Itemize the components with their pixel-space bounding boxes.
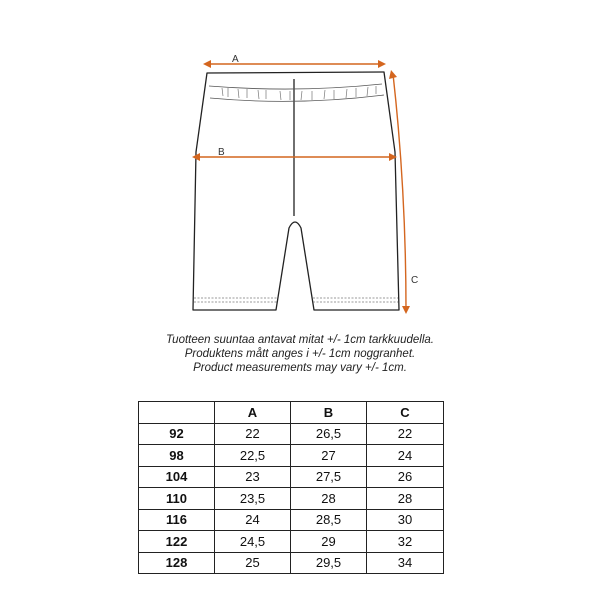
- shorts-body: [193, 72, 399, 310]
- cell-a: 24: [215, 509, 291, 531]
- cell-a: 24,5: [215, 531, 291, 553]
- table-row: [139, 466, 444, 488]
- row-size: 128: [139, 552, 215, 574]
- arrow-a-right-head: [378, 60, 386, 68]
- hem-stitches: [194, 298, 398, 302]
- row-size: 116: [139, 509, 215, 531]
- label-c: C: [411, 275, 419, 286]
- label-a: A: [232, 54, 239, 65]
- table-header-row: [139, 402, 444, 424]
- cell-c: 32: [367, 531, 444, 553]
- row-size: 122: [139, 531, 215, 553]
- table-row: [139, 423, 444, 445]
- cell-c: 28: [367, 488, 444, 510]
- disclaimer-english: Product measurements may vary +/- 1cm.: [193, 362, 407, 374]
- cell-a: 23,5: [215, 488, 291, 510]
- shorts-outline: [193, 72, 399, 310]
- header-c: C: [367, 402, 444, 424]
- cell-b: 26,5: [291, 423, 367, 445]
- cell-a: 22,5: [215, 445, 291, 467]
- cell-b: 27,5: [291, 466, 367, 488]
- cell-b: 28: [291, 488, 367, 510]
- cell-c: 26: [367, 466, 444, 488]
- table-row: [139, 552, 444, 574]
- cell-b: 27: [291, 445, 367, 467]
- row-size: 104: [139, 466, 215, 488]
- arrow-c-bottom-head: [402, 306, 410, 314]
- cell-c: 34: [367, 552, 444, 574]
- header-b: B: [291, 402, 367, 424]
- cell-a: 22: [215, 423, 291, 445]
- cell-c: 24: [367, 445, 444, 467]
- header-size: [139, 402, 215, 424]
- row-size: 98: [139, 445, 215, 467]
- cell-a: 23: [215, 466, 291, 488]
- cell-b: 29: [291, 531, 367, 553]
- disclaimer-finnish: Tuotteen suuntaa antavat mitat +/- 1cm tarkkuudella.: [166, 334, 434, 346]
- cell-b: 29,5: [291, 552, 367, 574]
- cell-c: 22: [367, 423, 444, 445]
- label-b: B: [218, 147, 225, 158]
- arrow-a-left-head: [203, 60, 211, 68]
- cell-a: 25: [215, 552, 291, 574]
- table-row: [139, 488, 444, 510]
- arrow-c-top-head: [389, 70, 397, 79]
- measurement-disclaimer: [0, 333, 600, 375]
- cell-b: 28,5: [291, 509, 367, 531]
- waistband: [209, 84, 384, 101]
- waistband-stitch-bottom: [210, 95, 384, 101]
- arrow-c-line: [393, 74, 406, 310]
- row-size: 92: [139, 423, 215, 445]
- disclaimer-swedish: Produktens mått anges i +/- 1cm noggranhet.: [184, 348, 416, 360]
- row-size: 110: [139, 488, 215, 510]
- table-row: [139, 445, 444, 467]
- table-row: [139, 509, 444, 531]
- header-a: A: [215, 402, 291, 424]
- table-row: [139, 531, 444, 553]
- cell-c: 30: [367, 509, 444, 531]
- size-table: [138, 401, 444, 574]
